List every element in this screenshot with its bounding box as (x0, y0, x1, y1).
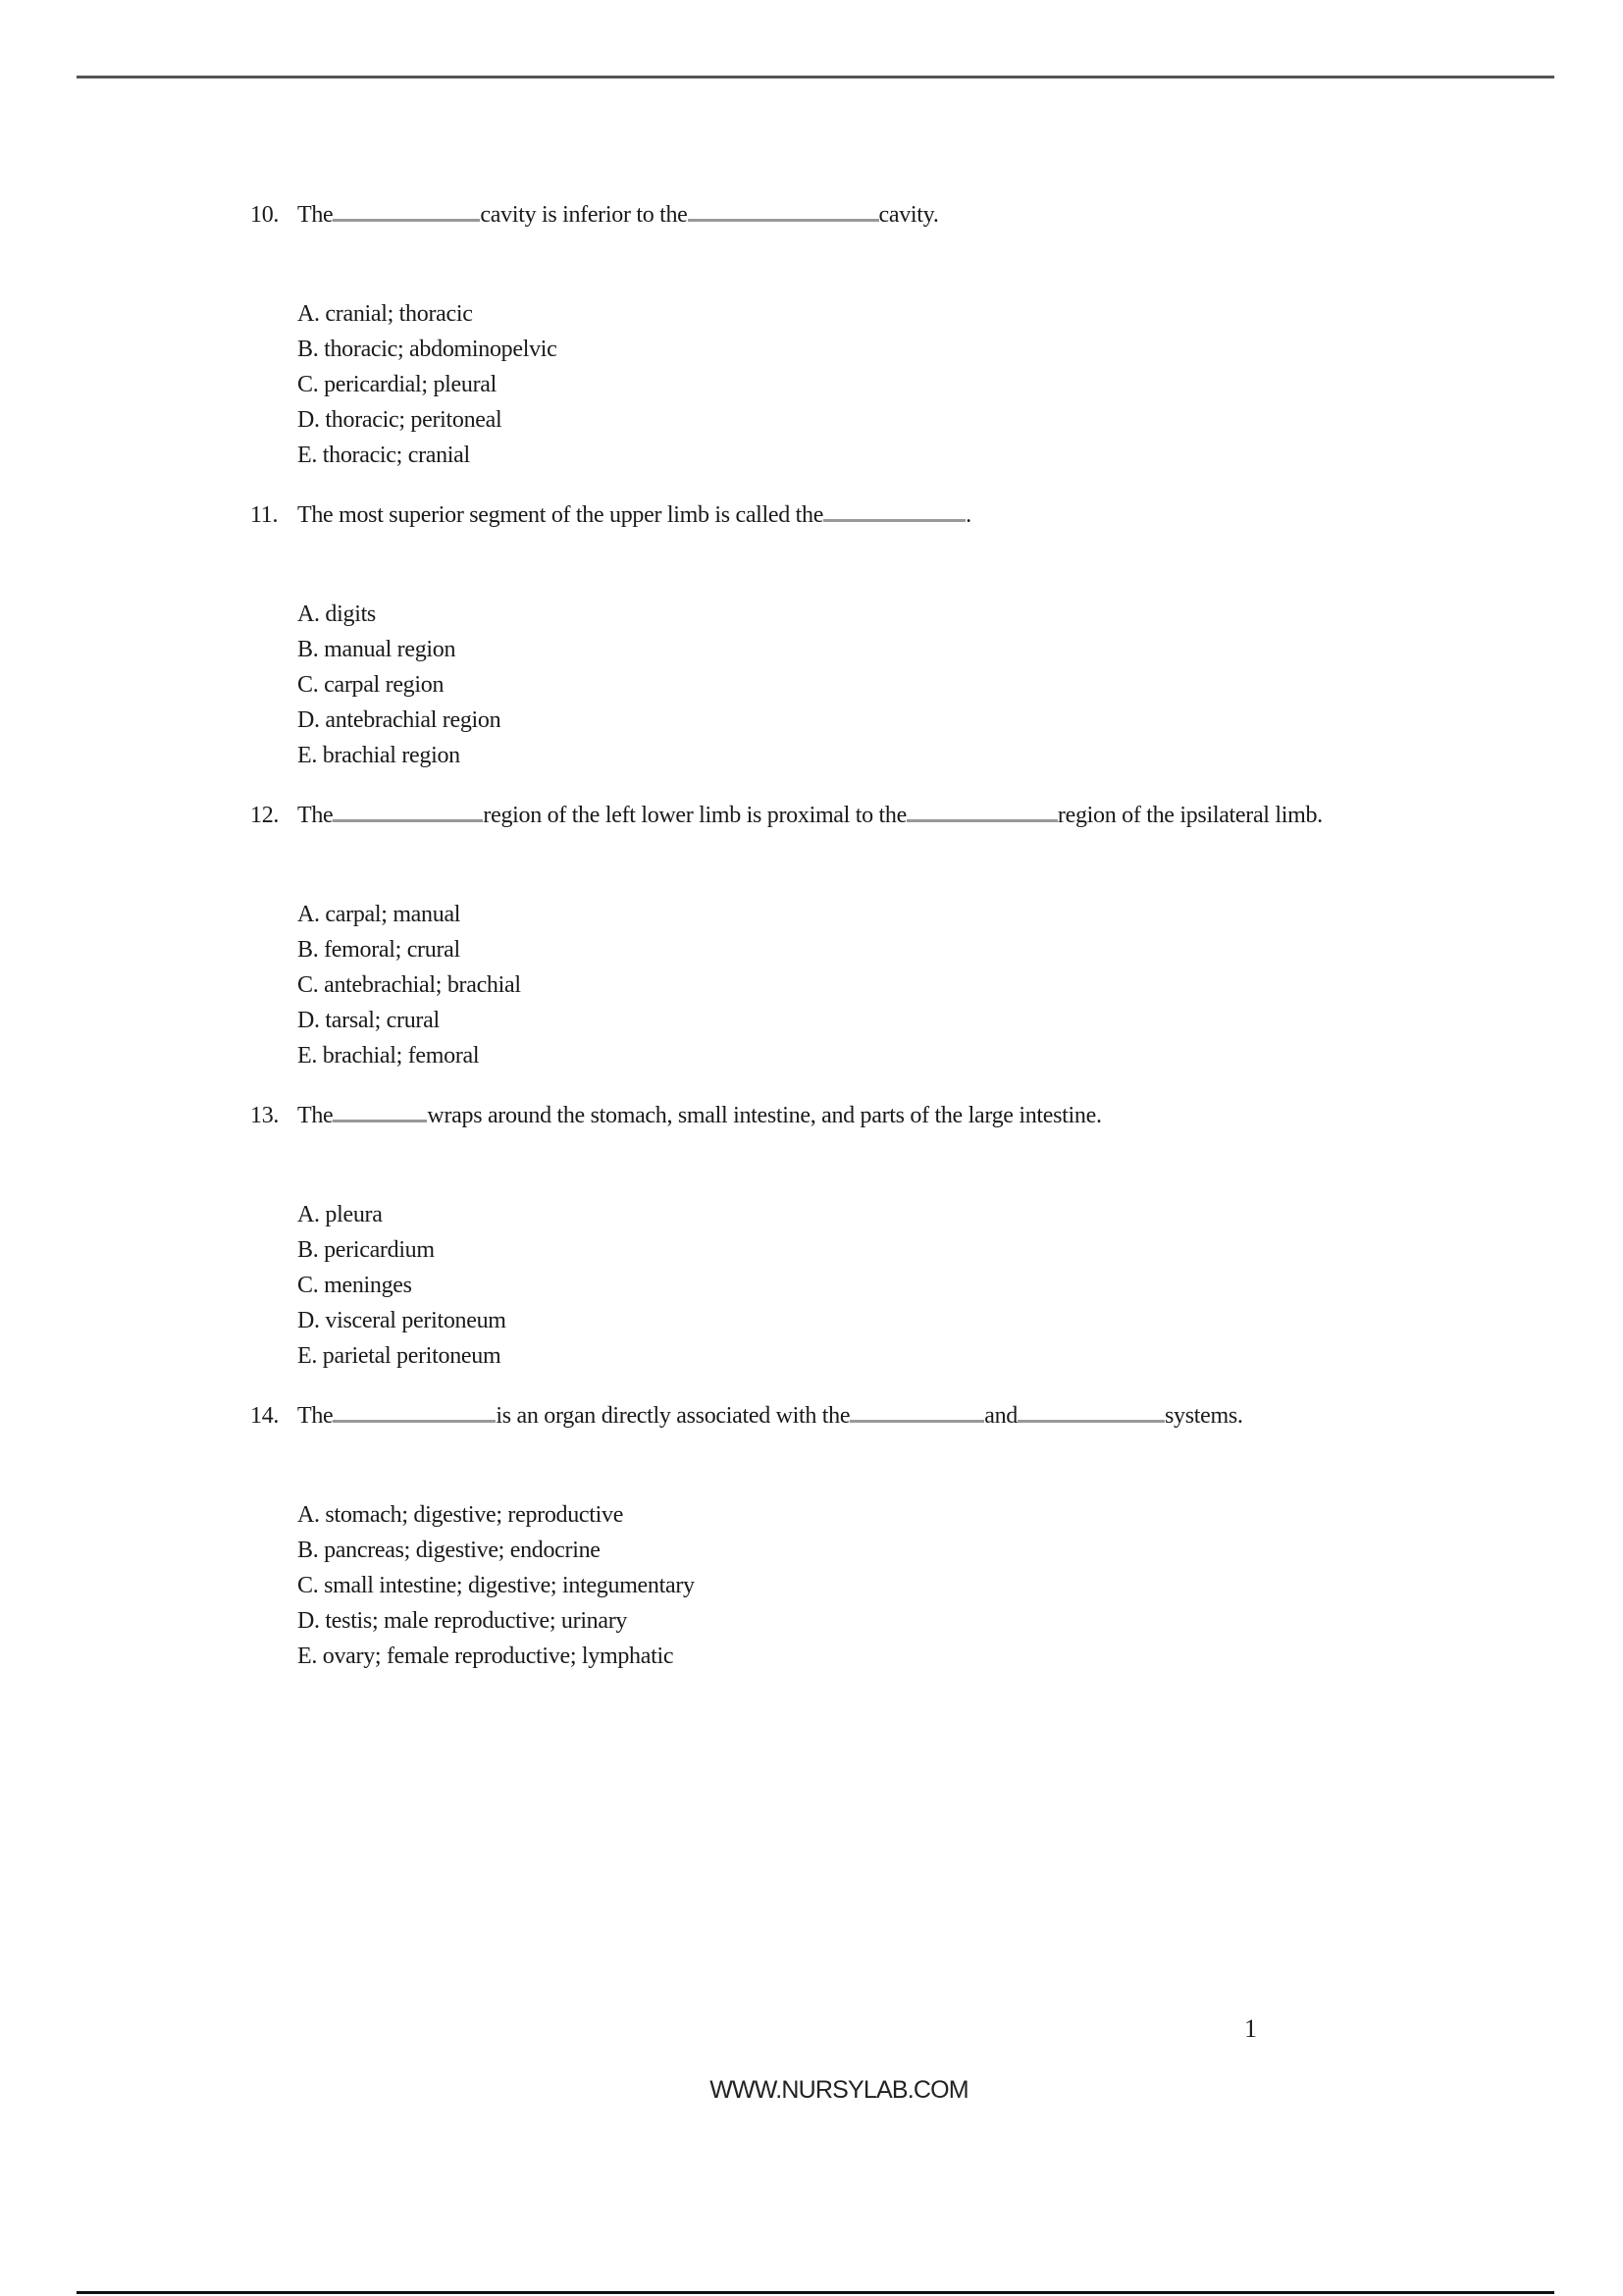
question-text: cavity. (878, 202, 939, 228)
option: B. pancreas; digestive; endocrine (297, 1538, 601, 1563)
option: B. thoracic; abdominopelvic (297, 337, 557, 362)
option: A. digits (297, 601, 376, 627)
option: E. ovary; female reproductive; lymphatic (297, 1644, 674, 1669)
question-number: 14. (250, 1403, 280, 1429)
answer-blank (333, 800, 483, 822)
option: C. meninges (297, 1273, 412, 1298)
question-text: The (297, 202, 334, 228)
question-13 (250, 1100, 1102, 1130)
option: A. pleura (297, 1202, 383, 1227)
question-10 (250, 199, 939, 230)
option: E. thoracic; cranial (297, 443, 470, 468)
answer-blank (688, 199, 879, 222)
question-text: The (297, 803, 334, 828)
option: D. thoracic; peritoneal (297, 407, 502, 433)
question-text: region of the ipsilateral limb. (1057, 803, 1323, 828)
question-number: 10. (250, 202, 280, 228)
option: C. antebrachial; brachial (297, 972, 521, 998)
top-rule (77, 76, 1554, 78)
question-11 (250, 499, 971, 530)
answer-blank (823, 499, 966, 522)
option: A. carpal; manual (297, 902, 461, 927)
option: A. stomach; digestive; reproductive (297, 1502, 624, 1528)
question-text: is an organ directly associated with the (496, 1403, 851, 1429)
question-text: . (966, 502, 971, 528)
option: E. parietal peritoneum (297, 1343, 501, 1369)
option: B. manual region (297, 637, 456, 662)
question-number: 11. (250, 502, 279, 528)
option: D. testis; male reproductive; urinary (297, 1608, 628, 1634)
option: A. cranial; thoracic (297, 301, 473, 327)
option: D. antebrachial region (297, 707, 501, 733)
option: E. brachial; femoral (297, 1043, 480, 1069)
option: B. femoral; crural (297, 937, 460, 963)
option: C. carpal region (297, 672, 445, 698)
question-14 (250, 1400, 1243, 1431)
answer-blank (907, 800, 1058, 822)
question-12 (250, 800, 1323, 830)
option: C. pericardial; pleural (297, 372, 497, 397)
question-text: The (297, 1403, 334, 1429)
option: C. small intestine; digestive; integumentary (297, 1573, 695, 1598)
question-number: 12. (250, 803, 280, 828)
question-text: wraps around the stomach, small intestine, and parts of the large intestine. (427, 1103, 1102, 1128)
option: E. brachial region (297, 743, 460, 768)
answer-blank (333, 1400, 496, 1423)
question-text: cavity is inferior to the (480, 202, 688, 228)
page-number: 1 (1244, 2014, 1257, 2043)
question-text: The most superior segment of the upper limb is called the (297, 502, 824, 528)
question-text: and (984, 1403, 1018, 1429)
option: D. visceral peritoneum (297, 1308, 506, 1333)
question-number: 13. (250, 1103, 280, 1128)
option: B. pericardium (297, 1237, 435, 1263)
question-text: The (297, 1103, 334, 1128)
answer-blank (333, 199, 480, 222)
answer-blank (333, 1100, 427, 1122)
question-text: region of the left lower limb is proximal to the (483, 803, 907, 828)
answer-blank (1018, 1400, 1165, 1423)
website-footer: WWW.NURSYLAB.COM (709, 2076, 969, 2104)
option: D. tarsal; crural (297, 1008, 440, 1033)
bottom-rule (77, 2291, 1554, 2294)
question-text: systems. (1164, 1403, 1243, 1429)
answer-blank (850, 1400, 984, 1423)
